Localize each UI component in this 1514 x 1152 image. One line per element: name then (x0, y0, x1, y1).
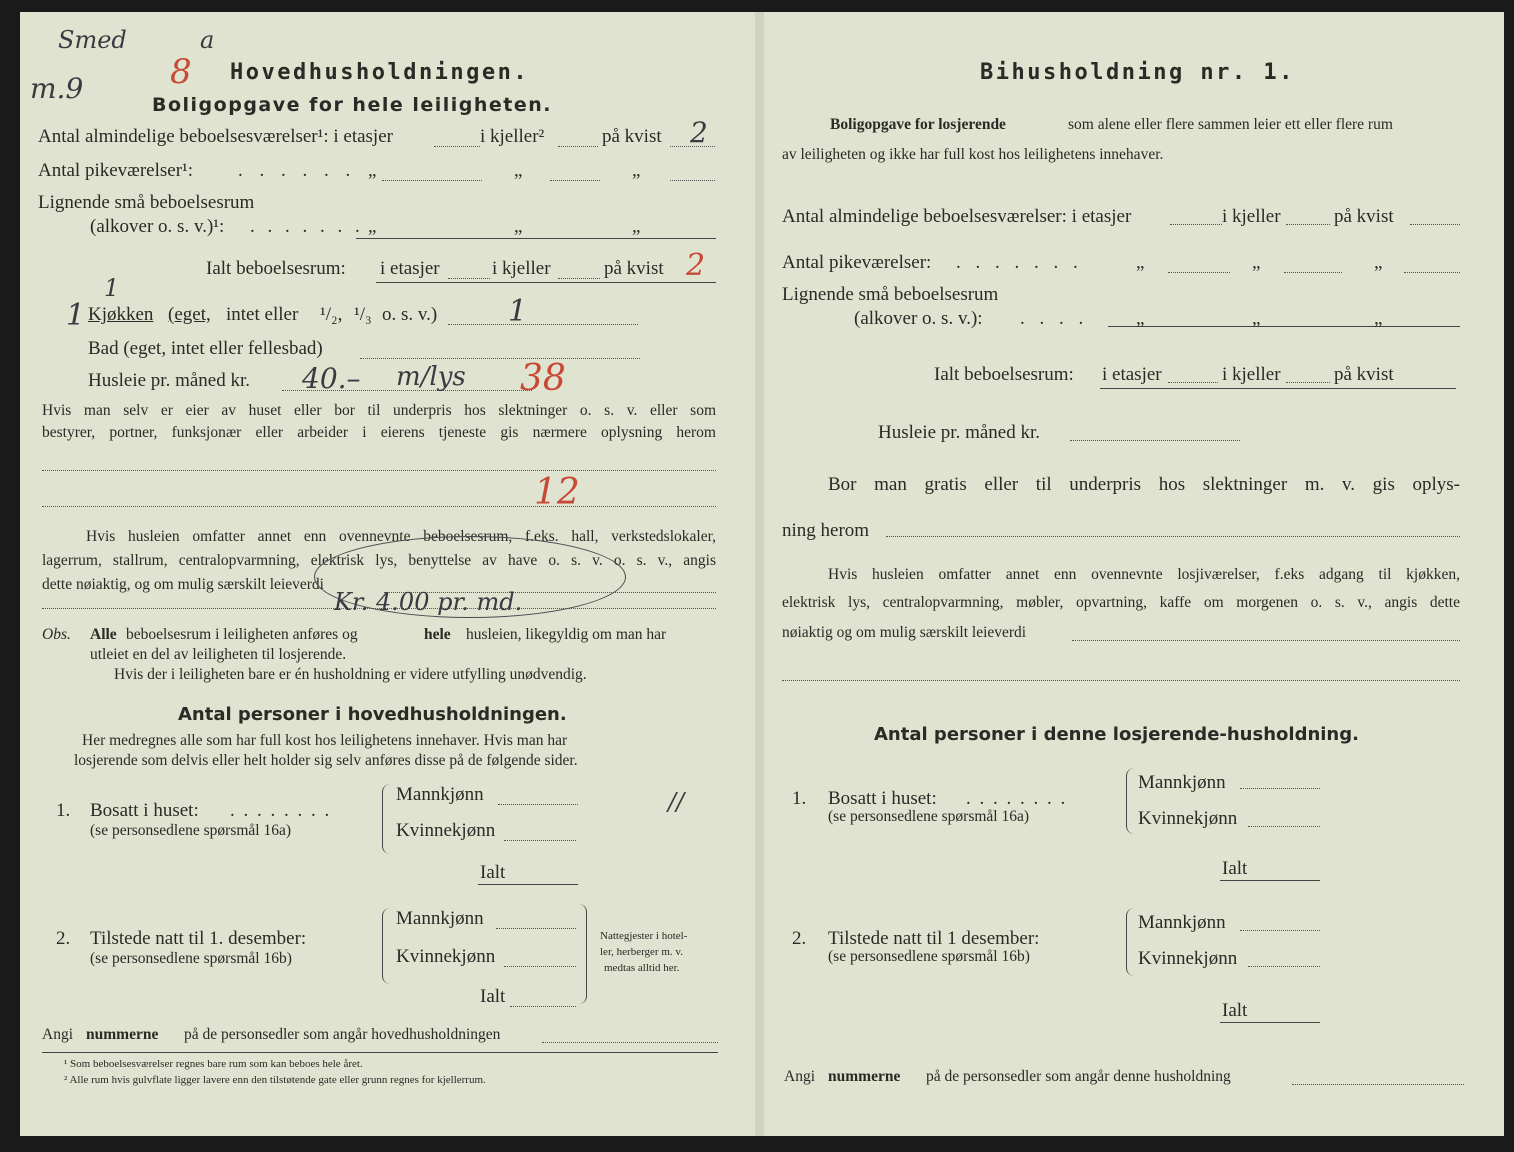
handwritten-a: a (200, 26, 215, 54)
lignende-label: Lignende små beboelsesrum (38, 192, 255, 213)
ditto-mark: „ (1136, 252, 1145, 273)
kitchen-mark: 1 (66, 298, 86, 333)
includes-field-1[interactable] (1072, 640, 1460, 641)
alkover-rule (356, 238, 716, 239)
pikevaerelser-label: Antal pikeværelser¹: (38, 160, 194, 181)
etasjer-field[interactable] (1168, 272, 1230, 273)
q1-number: 1. (792, 788, 807, 809)
q2-total-label: Ialt (1222, 1000, 1248, 1021)
total-rule (1100, 388, 1456, 389)
kjeller-label: i kjeller (492, 258, 551, 279)
kvist-field[interactable] (1404, 272, 1460, 273)
angi-nummerne: nummerne (828, 1068, 901, 1085)
q1-male-label: Mannkjønn (396, 784, 484, 805)
rent-value: 40.– (302, 362, 361, 395)
bath-field[interactable] (360, 358, 640, 359)
q2-note-3: medtas alltid her. (604, 962, 680, 974)
kitchen-field[interactable] (448, 324, 638, 325)
handwritten-8: 8 (170, 52, 192, 92)
q1-total-rule (1220, 880, 1320, 881)
intro-text-2: av leiligheten og ikke har full kost hos leilighetens innehaver. (782, 146, 1164, 163)
alkover-label: (alkover o. s. v.)¹: (90, 216, 225, 237)
intet-label: intet eller (226, 304, 299, 325)
owner-field-2[interactable] (42, 506, 716, 507)
q2-sub: (se personsedlene spørsmål 16b) (90, 950, 292, 967)
etasjer-field[interactable] (434, 146, 480, 147)
rent-note: m/lys (396, 362, 466, 392)
kjeller-field[interactable] (1286, 224, 1330, 225)
page-title: Bihusholdning nr. 1. (980, 60, 1295, 85)
footnote-1: ¹ Som beboelsesværelser regnes bare rum som kan beboes hele året. (64, 1058, 363, 1070)
alkover-rule (1108, 326, 1460, 327)
kvist-total-value: 2 (686, 248, 706, 283)
includes-value: Kr. 4.00 pr. md. (334, 588, 523, 616)
page-fold (755, 12, 764, 1136)
dot-leader: . . . . (1020, 308, 1089, 329)
includes-text-1: Hvis husleien omfatter annet enn ovennevnte beboelsesrum, f.eks. hall, verkstedslokaler, (86, 528, 716, 545)
rent-label: Husleie pr. måned kr. (878, 422, 1040, 443)
q1-label: Bosatt i huset: (90, 800, 199, 821)
q1-male-field[interactable] (498, 804, 578, 805)
ialt-label: Ialt beboelsesrum: (206, 258, 346, 279)
q2-note-1: Nattegjester i hotel- (600, 930, 688, 942)
includes-text-3: nøiaktig og om mulig særskilt leieverdi (782, 624, 1027, 641)
page-subtitle: Boligopgave for hele leiligheten. (152, 94, 553, 116)
ditto-mark: „ (368, 216, 377, 237)
kvist-value: 2 (690, 116, 708, 149)
dot-leader: . . . . . . . (250, 216, 364, 237)
q1-number: 1. (56, 800, 71, 821)
ialt-label: Ialt beboelsesrum: (934, 364, 1074, 385)
ditto-mark: „ (514, 160, 523, 181)
q2-right-brace (576, 904, 587, 1004)
angi-field[interactable] (542, 1042, 718, 1043)
osv-label: o. s. v.) (382, 304, 438, 325)
kjeller-field[interactable] (558, 278, 600, 279)
kjeller-field[interactable] (558, 146, 598, 147)
owner-text-2: bestyrer, portner, funksjonær eller arbeider i eierens tjeneste gis nærmere oplysning herom (42, 424, 716, 441)
etasjer-field[interactable] (448, 278, 490, 279)
dot-leader: . . . . . . . . (966, 788, 1068, 809)
kitchen-tick: 1 (104, 274, 120, 302)
divider (42, 1052, 718, 1053)
rent-correction: 38 (520, 358, 566, 399)
q2-total-label: Ialt (480, 986, 506, 1007)
persons-title: Antal personer i denne losjerende-husholdning. (874, 724, 1359, 745)
angi-label: Angi (42, 1026, 73, 1043)
angi-nummerne: nummerne (86, 1026, 159, 1043)
ditto-mark: „ (1374, 308, 1383, 329)
q1-male-label: Mannkjønn (1138, 772, 1226, 793)
pikevaerelser-label: Antal pikeværelser: (782, 252, 932, 273)
intro-text-1: som alene eller flere sammen leier ett eller flere rum (1068, 116, 1393, 133)
q1-female-field[interactable] (504, 840, 576, 841)
obs-label: Obs. (42, 626, 71, 643)
q2-male-label: Mannkjønn (1138, 912, 1226, 933)
handwritten-smed: Smed (58, 26, 127, 54)
kvist-field[interactable] (1410, 224, 1460, 225)
kjeller-label: i kjeller (1222, 206, 1281, 227)
total-rule (376, 282, 716, 283)
dot-leader: . . . . . . . . (230, 800, 332, 821)
q2-number: 2. (56, 928, 71, 949)
left-page (20, 12, 755, 1136)
alkover-label: (alkover o. s. v.): (854, 308, 983, 329)
kjeller-label: i kjeller² (480, 126, 545, 147)
footnote-2: ² Alle rum hvis gulvflate ligger lavere enn den tilstøtende gate eller grunn regnes for kjellerrum. (64, 1074, 486, 1086)
ditto-mark: „ (1374, 252, 1383, 273)
lignende-label: Lignende små beboelsesrum (782, 284, 999, 305)
kvist-label: på kvist (602, 126, 662, 147)
q2-note-2: ler, herberger m. v. (600, 946, 683, 958)
q2-female-field[interactable] (504, 966, 576, 967)
bor-field[interactable] (886, 536, 1460, 537)
kvist-label: på kvist (1334, 206, 1394, 227)
ditto-mark: „ (1136, 308, 1145, 329)
etasjer-field[interactable] (382, 180, 482, 181)
persons-text-2: losjerende som delvis eller helt holder sig selv anføres disse på de følgende sider. (74, 752, 578, 769)
includes-field-2[interactable] (782, 680, 1460, 681)
q2-brace (382, 908, 391, 984)
includes-text-3: dette nøiaktig, og om mulig særskilt leieverdi (42, 576, 324, 593)
q1-label: Bosatt i huset: (828, 788, 937, 809)
obs-text: husleien, likegyldig om man har (466, 626, 667, 643)
rooms-label: Antal almindelige beboelsesværelser: i etasjer (782, 206, 1132, 227)
q2-label: Tilstede natt til 1 desember: (828, 928, 1040, 949)
q1-male-field[interactable] (1240, 788, 1320, 789)
ditto-mark: „ (1252, 252, 1261, 273)
persons-text-1: Her medregnes alle som har full kost hos leilighetens innehaver. Hvis man har (82, 732, 568, 749)
rent-field[interactable] (1070, 440, 1240, 441)
owner-value: 12 (534, 472, 580, 513)
ditto-mark: „ (514, 216, 523, 237)
q1-mark: // (668, 788, 685, 816)
owner-text-1: Hvis man selv er eier av huset eller bor til underpris hos slektninger o. s. v. eller som (42, 402, 716, 419)
intro-bold: Boligopgave for losjerende (830, 116, 1006, 133)
rent-label: Husleie pr. måned kr. (88, 370, 250, 391)
q2-total-rule (1220, 1022, 1320, 1023)
angi-text: på de personsedler som angår denne husholdning (926, 1068, 1231, 1085)
half-label: ¹/₂, (320, 304, 343, 325)
bor-text-2: ning herom (782, 520, 870, 541)
kjeller-field[interactable] (1284, 272, 1342, 273)
kjeller-field[interactable] (1286, 382, 1330, 383)
obs-text: beboelsesrum i leiligheten anføres og (126, 626, 358, 643)
q1-female-field[interactable] (1248, 826, 1320, 827)
q2-brace (1126, 908, 1135, 976)
etasjer-label: i etasjer (380, 258, 440, 279)
q2-male-label: Mannkjønn (396, 908, 484, 929)
q2-number: 2. (792, 928, 807, 949)
handwritten-m9: m.9 (30, 72, 84, 105)
q2-label: Tilstede natt til 1. desember: (90, 928, 307, 949)
rooms-label: Antal almindelige beboelsesværelser¹: i etasjer (38, 126, 393, 147)
eget-label: (eget, (168, 304, 211, 325)
etasjer-field[interactable] (1170, 224, 1222, 225)
obs-hele: hele (424, 626, 451, 643)
dot-leader: . . . . . . . (956, 252, 1083, 273)
q2-sub: (se personsedlene spørsmål 16b) (828, 948, 1030, 965)
includes-text-1: Hvis husleien omfatter annet enn ovennevnte losjiværelser, f.eks adgang til kjøkken, (828, 566, 1460, 583)
q1-sub: (se personsedlene spørsmål 16a) (90, 822, 292, 839)
obs-alle: Alle (90, 626, 117, 643)
third-label: ¹/₃ (354, 304, 372, 325)
angi-field[interactable] (1292, 1084, 1464, 1085)
bor-text-1: Bor man gratis eller til underpris hos slektninger m. v. gis oplys- (828, 474, 1460, 495)
q2-total-field[interactable] (510, 1006, 576, 1007)
q1-brace (382, 784, 391, 854)
right-page (764, 12, 1504, 1136)
q1-total-label: Ialt (480, 862, 506, 883)
kvist-label: på kvist (604, 258, 664, 279)
q1-female-label: Kvinnekjønn (396, 820, 496, 841)
obs-text-2: utleiet en del av leiligheten til losjerende. (90, 646, 347, 663)
includes-text-2: lagerrum, stallrum, centralopvarmning, elektrisk lys, benyttelse av have o. s. v. o. s. v., angis (42, 552, 716, 569)
kvist-field[interactable] (670, 180, 715, 181)
page-title: Hovedhusholdningen. (230, 60, 530, 85)
etasjer-field[interactable] (1168, 382, 1218, 383)
q2-male-field[interactable] (1240, 930, 1320, 931)
q1-female-label: Kvinnekjønn (1138, 808, 1238, 829)
angi-text: på de personsedler som angår hovedhusholdningen (184, 1026, 501, 1043)
ditto-mark: „ (632, 216, 641, 237)
q2-female-field[interactable] (1248, 966, 1320, 967)
q2-female-label: Kvinnekjønn (1138, 948, 1238, 969)
q2-male-field[interactable] (496, 928, 576, 929)
kitchen-value: 1 (508, 294, 528, 329)
q1-sub: (se personsedlene spørsmål 16a) (828, 808, 1030, 825)
kjokken-label: Kjøkken (88, 304, 154, 325)
kvist-label: på kvist (1334, 364, 1394, 385)
dot-leader: . . . . . . (238, 160, 357, 181)
owner-field-1[interactable] (42, 470, 716, 471)
persons-title: Antal personer i hovedhusholdningen. (178, 704, 567, 725)
includes-text-2: elektrisk lys, centralopvarmning, møbler, opvartning, kaffe om morgenen o. s. v., angis dette (782, 594, 1460, 611)
angi-label: Angi (784, 1068, 815, 1085)
etasjer-label: i etasjer (1102, 364, 1162, 385)
ditto-mark: „ (632, 160, 641, 181)
q1-brace (1126, 768, 1135, 834)
ditto-mark: „ (1252, 308, 1261, 329)
kjeller-label: i kjeller (1222, 364, 1281, 385)
kjeller-field[interactable] (550, 180, 600, 181)
obs-text-3: Hvis der i leiligheten bare er én husholdning er videre utfylling unødvendig. (114, 666, 587, 683)
q1-total-label: Ialt (1222, 858, 1248, 879)
q1-total-rule (478, 884, 578, 885)
ditto-mark: „ (368, 160, 377, 181)
q2-female-label: Kvinnekjønn (396, 946, 496, 967)
bath-label: Bad (eget, intet eller fellesbad) (88, 338, 323, 359)
